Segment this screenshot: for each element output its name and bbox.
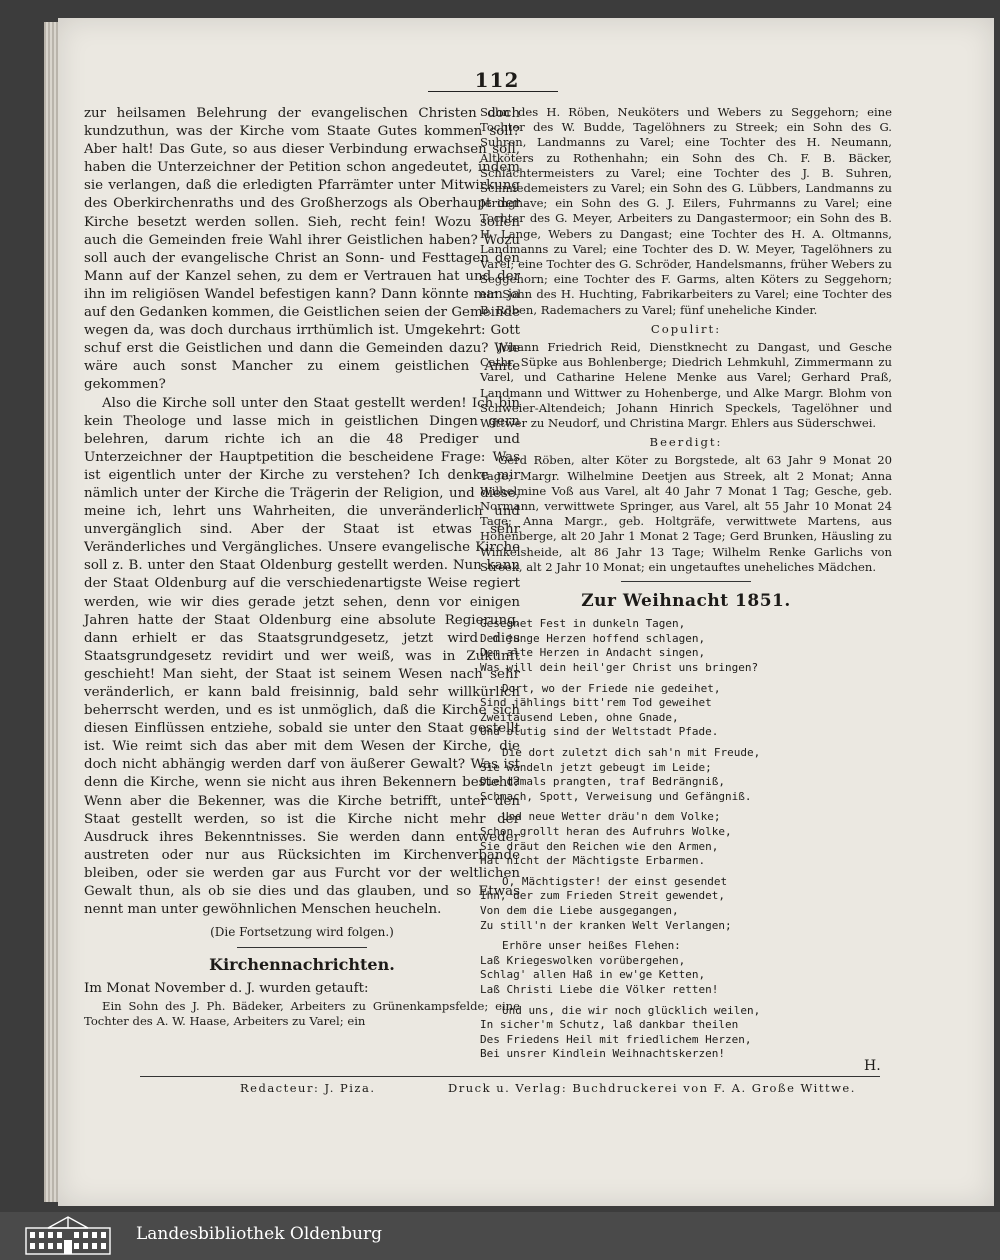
poem-title: Zur Weihnacht 1851. bbox=[581, 591, 791, 612]
poem-line: Schlag' allen Haß in ew'ge Ketten, bbox=[480, 968, 706, 982]
library-building-icon bbox=[18, 1214, 118, 1256]
poem-stanza bbox=[480, 682, 892, 740]
poem-line: Von dem die Liebe ausgegangen, bbox=[480, 903, 679, 917]
poem-line: Laß Christi Liebe die Völker retten! bbox=[480, 982, 719, 996]
poem-stanza bbox=[480, 875, 892, 933]
poem-signature: H. bbox=[864, 1058, 881, 1074]
married-heading: Copulirt: bbox=[650, 321, 722, 336]
poem-line: Bei unsrer Kindlein Weihnachtskerzen! bbox=[480, 1047, 726, 1061]
footer-editor: Redacteur: J. Piza. bbox=[240, 1081, 376, 1095]
buried-heading: Beerdigt: bbox=[649, 435, 723, 450]
poem-line: Dort, wo der Friede nie gedeihet, bbox=[502, 681, 721, 695]
baptized-list-continued: Sohn des H. Röben, Neuköters und Webers zu Seggehorn; eine Tochter des W. Budde, Tagelöhners zu Streek; ein Sohn des G. Suhren, Landmanns zu Varel; eine Tochter des H. Neumann, Altköters zu Rothenhahn; ein Sohn des Ch. F. B. Bäcker, Schlächtermeisters zu Varel; eine Tochter des J. B. Suhren, Schmiedemeisters zu Varel; ein Sohn des G. Lübbers, Landmanns zu Jeringhave; ein Sohn des G. J. Eilers, Fuhrmanns zu Varel; eine Tochter des G. Meyer, Arbeiters zu Dangastermoor; ein Sohn des B. H. Lange, Webers zu Dangast; eine Tochter des H. A. Oltmanns, Landmanns zu Varel; eine Tochter des D. W. Meyer, Tagelöhners zu Varel; eine Tochter des G. Schröder, Handelsmanns, früher Webers zu Seggehorn; eine Tochter des F. Garms, alten Köters zu Seggehorn; ein Sohn des H. Huchting, Fabrikarbeiters zu Varel; eine Tochter des B. Röben, Rademachers zu Varel; fünf uneheliche Kinder. bbox=[480, 105, 892, 317]
poem-line: Zu still'n der kranken Welt Verlangen; bbox=[480, 918, 732, 932]
church-news-intro: Im Monat November d. J. wurden getauft: bbox=[84, 981, 369, 997]
poem-line: Des Friedens Heil mit friedlichem Herzen, bbox=[480, 1032, 752, 1046]
poem-line: Dem alte Herzen in Andacht singen, bbox=[480, 646, 706, 660]
left-column bbox=[84, 105, 520, 1029]
poem-line: Sie wandeln jetzt gebeugt im Leide; bbox=[480, 760, 712, 774]
church-news-title: Kirchennachrichten. bbox=[209, 955, 395, 975]
poem-line: Sind jählings bitt'rem Tod geweihet bbox=[480, 696, 712, 710]
poem-line: Die dort zuletzt dich sah'n mit Freude, bbox=[502, 746, 761, 760]
poem-line: Schmach, Spott, Verweisung und Gefängniß. bbox=[480, 789, 752, 803]
poem-body bbox=[480, 617, 892, 1062]
poem-stanza bbox=[480, 746, 892, 804]
right-column bbox=[480, 105, 892, 1068]
poem-line: O, Mächtigster! der einst gesendet bbox=[502, 874, 728, 888]
poem-stanza bbox=[480, 617, 892, 675]
poem-stanza bbox=[480, 939, 892, 997]
poem-line: Zweitausend Leben, ohne Gnade, bbox=[480, 710, 679, 724]
header-rule bbox=[428, 91, 558, 92]
poem-line: Und blutig sind der Weltstadt Pfade. bbox=[480, 725, 719, 739]
poem-line: In sicher'm Schutz, laß dankbar theilen bbox=[480, 1018, 739, 1032]
footer-printer: Druck u. Verlag: Buchdruckerei von F. A. Große Wittwe. bbox=[448, 1081, 856, 1095]
poem-line: Ihn, der zum Frieden Streit gewendet, bbox=[480, 889, 726, 903]
article-paragraph-2: Also die Kirche soll unter den Staat gestellt werden! Ich bin kein Theologe und lasse mich in geistlichen Dingen gern belehren, darum richte ich an die 48 Prediger und Unterzeichner der Hauptpetition die bescheidene Frage: Was ist eigentlich unter der Kirche zu verstehen? Ich denke mir nämlich unter der Kirche die Trägerin der Religion, und diese, meine ich, lehrt uns Wahrheiten, die unveränderlich und unvergänglich sind. Aber der Staat ist etwas sehr Veränderliches und Vergängliches. Unsere evangelische Kirche soll z. B. unter den Staat Oldenburg gestellt werden. Nun kann der Staat Oldenburg auf die verschiedenartigste Weise regiert werden, wie wir dies gerade jetzt sehen, denn vor einigen Jahren hatte der Staat Oldenburg eine absolute Regierung, dann erhielt er das Staatsgrundgesetz, jetzt wird dies Staatsgrundgesetz revidirt und wer weiß, was in Zukunft geschieht! Man sieht, der Staat ist seinem Wesen nach sehr veränderlich, er kann bald freisinnig, bald sehr willkürlich beherrscht werden, und es ist unmöglich, daß die Kirche sich diesen Einflüssen entziehe, sobald sie unter den Staat gestellt ist. Wie reimt sich das aber mit dem Wesen der Kirche, die doch nicht abhängig werden darf von äußerer Gewalt? Was ist denn die Kirche, wenn sie nicht aus ihren Bekennern besteht? Wenn aber die Bekenner, was die Kirche betrifft, unter den Staat gestellt werden, so ist die Kirche nicht mehr der Ausdruck ihres Bekenntnisses. Sie werden dann entweder austreten oder nur aus Rücksichten im Kirchenverbande bleiben, oder sie werden gar aus Furcht vor der weltlichen Gewalt thun, als ob sie dies und das glauben, und so Etwas nennt man unter gewöhnlichen Menschen heucheln. bbox=[84, 395, 520, 918]
poem-stanza bbox=[480, 1004, 892, 1062]
library-name: Landesbibliothek Oldenburg bbox=[136, 1224, 383, 1244]
poem-line: Was will dein heil'ger Christ uns bringen? bbox=[480, 661, 759, 675]
poem-line: Laß Kriegeswolken vorübergehen, bbox=[480, 953, 686, 967]
footer-rule bbox=[140, 1076, 880, 1077]
poem-stanza bbox=[480, 810, 892, 868]
poem-line: Und neue Wetter dräu'n dem Volke; bbox=[502, 810, 721, 824]
page-edges bbox=[44, 22, 58, 1202]
article-paragraph-1: zur heilsamen Belehrung der evangelischen Christen doch kundzuthun, was der Kirche vom Staate Gutes kommen soll? Aber halt! Das Gute, so aus dieser Verbindung erwachsen soll, haben die Unterzeichner der Petition schon angedeutet, indem sie verlangen, daß die erledigten Pfarrämter unter Mitwirkung des Oberkirchenraths und des Großherzogs als Oberhaupt der Kirche besetzt werden sollen. Sieh, recht fein! Wozu sollen auch die Gemeinden freie Wahl ihrer Geistlichen haben? Wozu soll auch der evangelische Christ an Sonn- und Festtagen den Mann auf der Kanzel sehen, zu dem er Vertrauen hat und der ihn im religiösen Wandel befestigen kann? Dann könnte man ja auf den Gedanken kommen, die Geistlichen seien der Gemeinde wegen da, was doch durchaus irrthümlich ist. Umgekehrt: Gott schuf erst die Geistlichen und dann die Gemeinden dazu? Wie wäre auch sonst Mancher zu einem geistlichen Amte gekommen? bbox=[84, 106, 520, 393]
poem-line: Sie dräut den Reichen wie den Armen, bbox=[480, 839, 719, 853]
poem-divider bbox=[621, 581, 751, 582]
poem-line: Schon grollt heran des Aufruhrs Wolke, bbox=[480, 825, 732, 839]
continuation-note: (Die Fortsetzung wird folgen.) bbox=[210, 925, 394, 940]
poem-line: Gesegnet Fest in dunkeln Tagen, bbox=[480, 617, 686, 631]
page-number: 112 bbox=[474, 68, 520, 92]
poem-line: Dem junge Herzen hoffend schlagen, bbox=[480, 631, 706, 645]
baptized-list-start: Ein Sohn des J. Ph. Bädeker, Arbeiters zu Grünenkampsfelde; eine Tochter des A. W. Haase, Arbeiters zu Varel; ein bbox=[84, 998, 520, 1028]
section-divider bbox=[237, 947, 367, 948]
poem-line: Erhöre unser heißes Flehen: bbox=[502, 939, 681, 953]
poem-line: Hat nicht der Mächtigste Erbarmen. bbox=[480, 854, 706, 868]
married-list: Johann Friedrich Reid, Dienstknecht zu Dangast, und Gesche Cathr. Süpke aus Bohlenberge; Diedrich Lehmkuhl, Zimmermann zu Varel, und Catharine Helene Menke aus Varel; Gerhard Praß, Landmann und Wittwer zu Hohenberge, und Alke Margr. Blohm von Schweier-Altendeich; Johann Hinrich Speckels, Tagelöhner und Wittwer zu Neudorf, und Christina Margr. Ehlers aus Süderschwei. bbox=[480, 340, 892, 431]
poem-line: Die damals prangten, traf Bedrängniß, bbox=[480, 775, 726, 789]
poem-line: Und uns, die wir noch glücklich weilen, bbox=[502, 1003, 761, 1017]
buried-list: Gerd Röben, alter Köter zu Borgstede, alt 63 Jahr 9 Monat 20 Tage; Margr. Wilhelmine Deetjen aus Streek, alt 2 Monat; Anna Wilhelmine Voß aus Varel, alt 40 Jahr 7 Monat 1 Tag; Gesche, geb. Normann, verwittwete Springer, aus Varel, alt 55 Jahr 10 Monat 24 Tage; Anna Margr., geb. Holtgräfe, verwittwete Martens, aus Hohenberge, alt 20 Jahr 1 Monat 2 Tage; Gerd Brunken, Häusling zu Winkelsheide, alt 86 Jahr 13 Tage; Wilhelm Renke Garlichs von Streek, alt 2 Jahr 10 Monat; ein ungetauftes uneheliches Mädchen. bbox=[480, 453, 892, 574]
